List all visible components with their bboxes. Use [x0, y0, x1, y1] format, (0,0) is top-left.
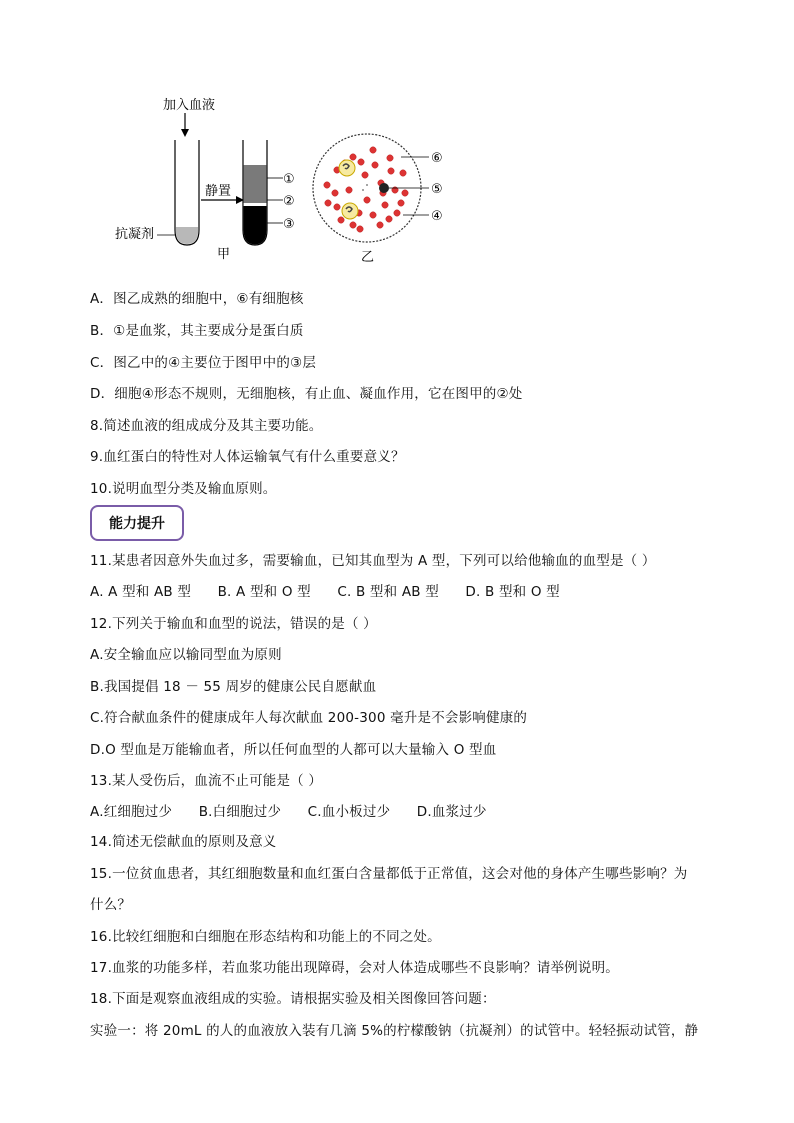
question-17: 17.血浆的功能多样，若血浆功能出现障碍，会对人体造成哪些不良影响？请举例说明。 [90, 960, 619, 976]
dark-cell [379, 183, 389, 193]
layer-buffy [244, 203, 267, 206]
question-18: 18.下面是观察血液组成的实验。请根据实验及相关图像回答问题： [90, 991, 496, 1007]
num-2: ② [283, 194, 295, 209]
q13-option-a: A.红细胞过少 [90, 804, 173, 820]
question-12-stem: 12.下列关于输血和血型的说法，错误的是（ ） [90, 616, 377, 632]
experiment-1: 实验一：将 20mL 的人的血液放入装有几滴 5%的柠檬酸钠（抗凝剂）的试管中。轻轻振动试管，静 [90, 1023, 699, 1039]
label-jia: 甲 [217, 247, 231, 262]
q7-option-d: D．细胞④形态不规则，无细胞核，有止血、凝血作用，它在图甲的②处 [90, 386, 523, 402]
question-14: 14.简述无偿献血的原则及意义 [90, 834, 277, 850]
num-6: ⑥ [431, 151, 443, 166]
num-4: ④ [431, 209, 443, 224]
question-13-options [90, 802, 710, 822]
blood-diagram [105, 95, 465, 275]
q11-option-b: B. A 型和 O 型 [217, 584, 311, 600]
blood-figure [105, 95, 465, 275]
q12-option-d: D.O 型血是万能输血者，所以任何血型的人都可以大量输入 O 型血 [90, 742, 497, 758]
question-15-line1: 15.一位贫血患者，其红细胞数量和血红蛋白含量都低于正常值，这会对他的身体产生哪些影响？为 [90, 866, 688, 882]
question-16: 16.比较红细胞和白细胞在形态结构和功能上的不同之处。 [90, 929, 441, 945]
q12-option-c: C.符合献血条件的健康成年人每次献血 200-300 毫升是不会影响健康的 [90, 710, 528, 726]
anticoagulant-fill [176, 227, 198, 244]
question-15-line2: 什么？ [90, 897, 132, 913]
num-5: ⑤ [431, 182, 443, 197]
question-11-stem: 11.某患者因意外失血过多，需要输血，已知其血型为 A 型，下列可以给他输血的血型是（ ） [90, 553, 656, 569]
q12-option-b: B.我国提倡 18 － 55 周岁的健康公民自愿献血 [90, 679, 377, 695]
stand-label: 静置 [205, 184, 232, 199]
anticoagulant-label: 抗凝剂 [115, 227, 155, 242]
num-1: ① [283, 172, 295, 187]
q13-option-b: B.白细胞过少 [198, 804, 282, 820]
q11-option-a: A. A 型和 AB 型 [90, 584, 192, 600]
add-blood-label: 加入血液 [163, 98, 216, 113]
q7-option-c: C．图乙中的④主要位于图甲中的③层 [90, 355, 317, 371]
q13-option-d: D.血浆过少 [416, 804, 487, 820]
q7-option-a: A．图乙成熟的细胞中，⑥有细胞核 [90, 291, 304, 307]
platelet [366, 184, 368, 186]
section-tag: 能力提升 [90, 505, 184, 541]
layer-rbc [244, 206, 267, 244]
add-arrow-head [181, 129, 189, 137]
label-yi: 乙 [361, 250, 375, 265]
layer-plasma [244, 165, 267, 203]
q13-option-c: C.血小板过少 [307, 804, 391, 820]
question-9: 9.血红蛋白的特性对人体运输氧气有什么重要意义？ [90, 449, 405, 465]
question-11-options [90, 582, 710, 602]
num-3: ③ [283, 217, 295, 232]
q12-option-a: A.安全输血应以输同型血为原则 [90, 647, 282, 663]
q7-option-b: B．①是血浆，其主要成分是蛋白质 [90, 323, 304, 339]
question-8: 8.简述血液的组成成分及其主要功能。 [90, 418, 323, 434]
platelet [362, 189, 364, 191]
question-13-stem: 13.某人受伤后，血流不止可能是（ ） [90, 773, 323, 789]
question-10: 10.说明血型分类及输血原则。 [90, 481, 277, 497]
q11-option-d: D. B 型和 O 型 [465, 584, 560, 600]
q11-option-c: C. B 型和 AB 型 [337, 584, 439, 600]
